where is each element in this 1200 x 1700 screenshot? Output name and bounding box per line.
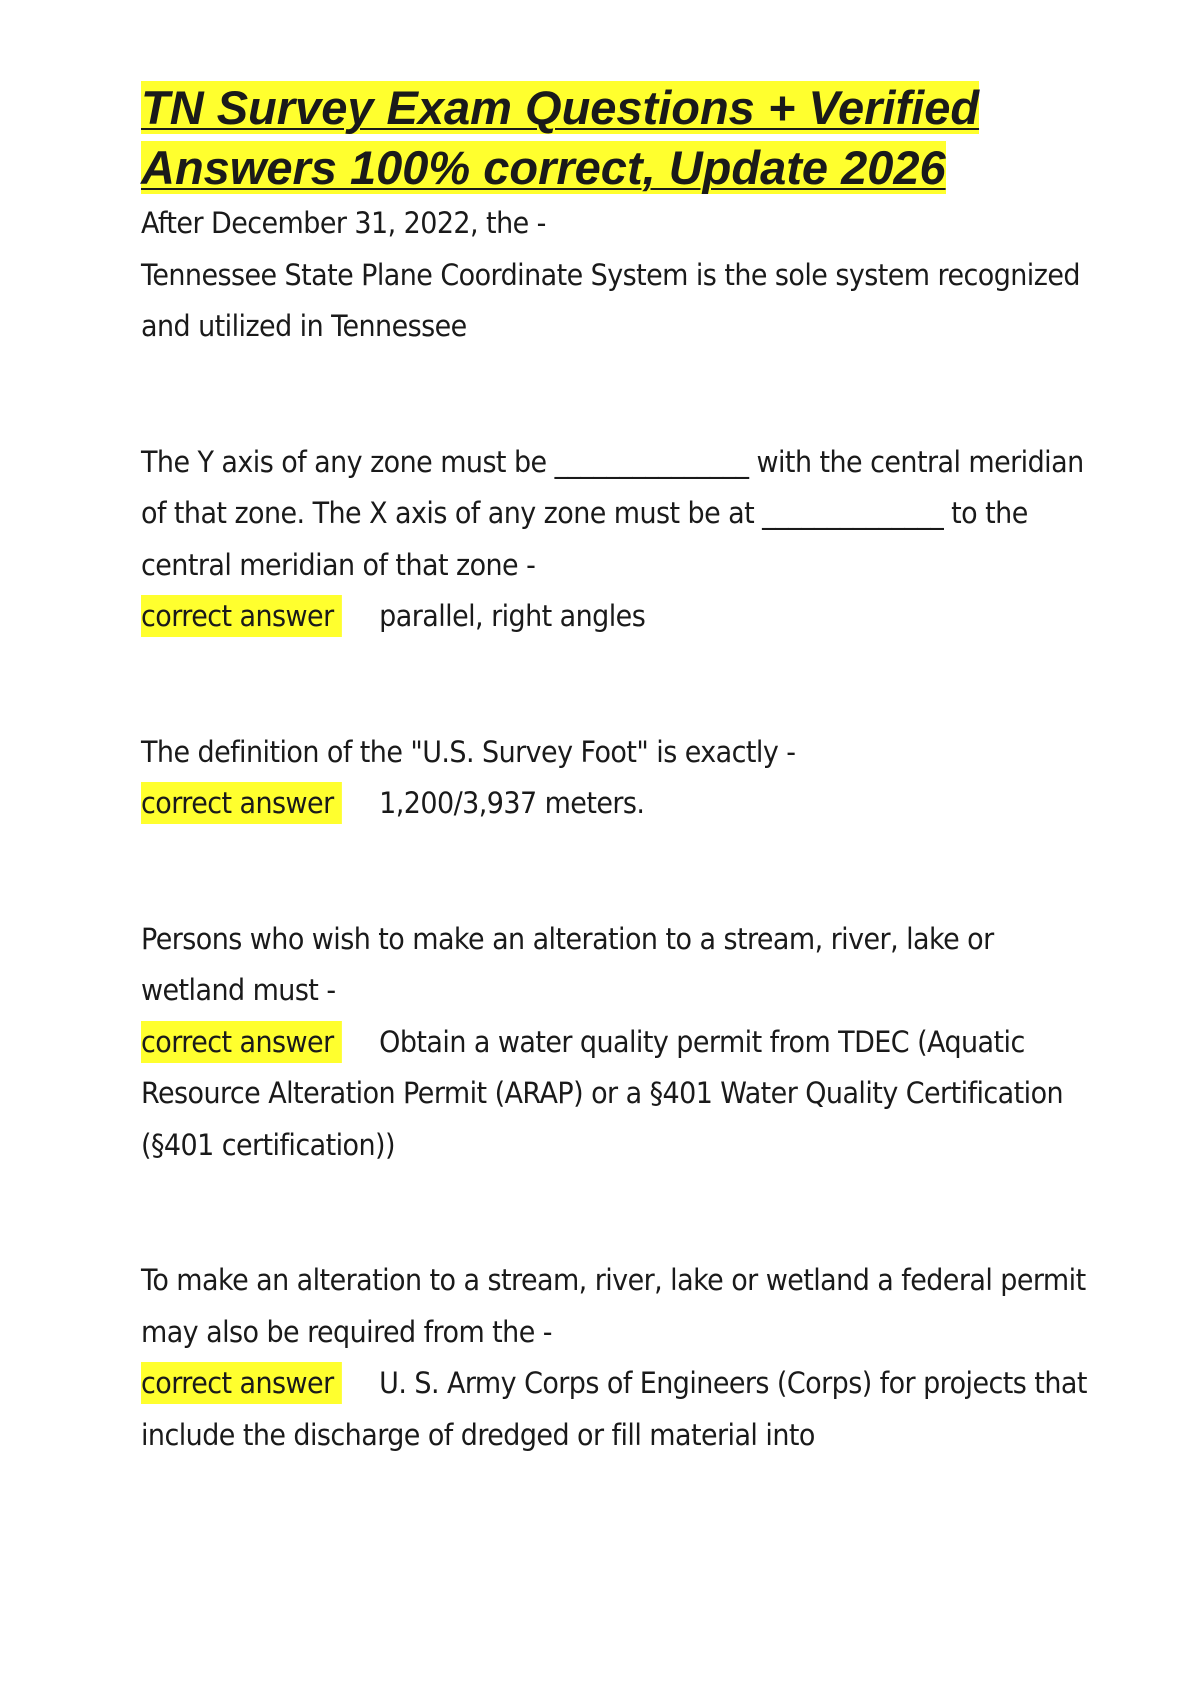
qa-item-3 [141, 914, 1090, 1172]
intro-question: After December 31, 2022, the - [141, 206, 546, 240]
qa-answer-text: U. S. Army Corps of Engineers (Corps) for projects that include the discharge of dredged or fill material into [141, 1366, 1087, 1452]
qa-item-4 [141, 1255, 1090, 1461]
qa-answer [141, 591, 1090, 643]
qa-question: Persons who wish to make an alteration to a stream, river, lake or wetland must - [141, 921, 994, 1007]
qa-answer-text: Obtain a water quality permit from TDEC (Aquatic Resource Alteration Permit (ARAP) or a §401 Water Quality Certification (§401 certification)) [141, 1024, 1064, 1162]
intro-block [141, 198, 1090, 353]
correct-answer-tag: correct answer [141, 595, 342, 637]
qa-answer-text: parallel, right angles [379, 599, 646, 633]
qa-answer [141, 1017, 1090, 1172]
qa-answer [141, 1358, 1090, 1461]
qa-question: The Y axis of any zone must be _______________ with the central meridian of that zone. The X axis of any zone must be at ______________ to the central meridian of that zone - [141, 444, 1084, 582]
document-title-text: TN Survey Exam Questions + Verified Answers 100% correct, Update 2026 [141, 81, 980, 194]
qa-answer-text: 1,200/3,937 meters. [379, 786, 645, 820]
qa-item-1 [141, 437, 1090, 643]
qa-question: The definition of the "U.S. Survey Foot" is exactly - [141, 734, 796, 769]
qa-answer [141, 778, 1090, 830]
qa-item-2 [141, 727, 1090, 830]
qa-question: To make an alteration to a stream, river, lake or wetland a federal permit may also be required from the - [141, 1263, 1086, 1349]
intro-answer: Tennessee State Plane Coordinate System is the sole system recognized and utilized in Tennessee [141, 257, 1080, 343]
correct-answer-tag: correct answer [141, 1021, 342, 1063]
document-title [141, 78, 1091, 198]
correct-answer-tag: correct answer [141, 1362, 342, 1404]
document-page [141, 78, 1091, 1461]
correct-answer-tag: correct answer [141, 782, 342, 824]
